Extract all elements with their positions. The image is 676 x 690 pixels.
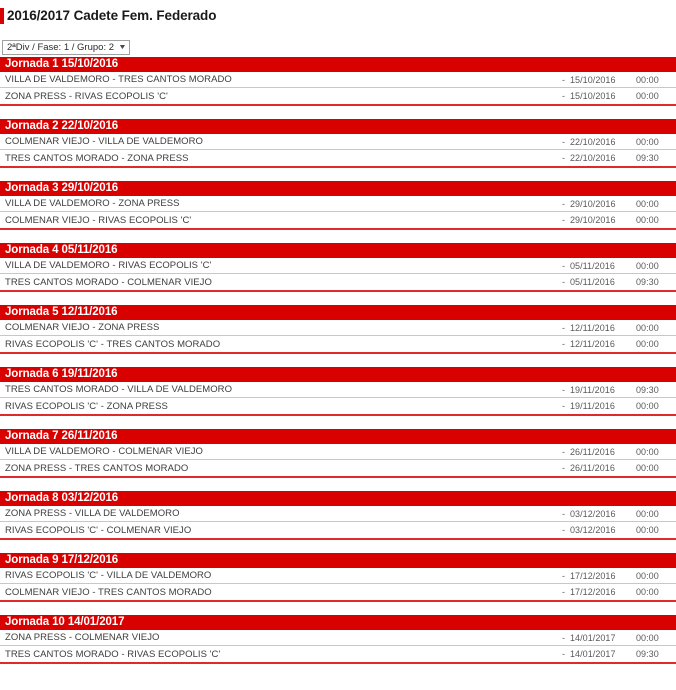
match-row[interactable] <box>0 134 676 150</box>
match-date: 15/10/2016 <box>570 74 616 85</box>
match-row[interactable] <box>0 506 676 522</box>
match-teams: TRES CANTOS MORADO - COLMENAR VIEJO <box>5 276 212 288</box>
jornada-header: Jornada 5 12/11/2016 <box>0 305 676 320</box>
match-meta <box>562 137 672 147</box>
match-time: 09:30 <box>636 153 659 163</box>
match-dash: - <box>561 649 565 659</box>
jornada-header: Jornada 2 22/10/2016 <box>0 119 676 134</box>
match-list <box>0 134 676 168</box>
match-teams: COLMENAR VIEJO - TRES CANTOS MORADO <box>5 586 212 598</box>
match-row[interactable] <box>0 274 676 290</box>
match-date: 14/01/2017 <box>570 632 616 643</box>
match-dash: - <box>561 463 565 473</box>
match-meta <box>562 571 672 581</box>
match-meta <box>562 215 672 225</box>
match-dash: - <box>561 339 565 349</box>
match-dash: - <box>561 74 565 85</box>
match-dash: - <box>561 322 565 333</box>
match-time: 00:00 <box>636 215 659 225</box>
match-row[interactable] <box>0 568 676 584</box>
match-date: 19/11/2016 <box>570 401 615 411</box>
match-time: 00:00 <box>636 463 659 473</box>
match-date: 05/11/2016 <box>570 277 615 287</box>
match-dash: - <box>561 446 565 457</box>
match-row[interactable] <box>0 522 676 538</box>
match-teams: RIVAS ECOPOLIS 'C' - TRES CANTOS MORADO <box>5 338 221 350</box>
match-time: 00:00 <box>636 339 659 349</box>
selector-container <box>2 37 676 55</box>
match-list <box>0 258 676 292</box>
match-row[interactable] <box>0 336 676 352</box>
match-meta <box>562 323 672 333</box>
match-list <box>0 196 676 230</box>
match-time: 09:30 <box>636 384 659 395</box>
match-teams: ZONA PRESS - RIVAS ECOPOLIS 'C' <box>5 90 168 102</box>
match-meta <box>562 199 672 209</box>
chevron-down-icon: ▼ <box>118 44 127 51</box>
match-date: 22/10/2016 <box>570 153 616 163</box>
division-phase-group-select[interactable] <box>2 40 130 55</box>
jornada-block <box>0 305 676 354</box>
match-time: 00:00 <box>636 198 659 209</box>
match-meta <box>562 75 672 85</box>
match-date: 17/12/2016 <box>570 587 616 597</box>
match-meta <box>562 463 672 473</box>
match-time: 00:00 <box>636 401 659 411</box>
match-dash: - <box>561 153 565 163</box>
match-time: 00:00 <box>636 74 659 85</box>
match-date: 05/11/2016 <box>570 260 615 271</box>
match-dash: - <box>561 260 565 271</box>
match-time: 00:00 <box>636 322 659 333</box>
match-date: 19/11/2016 <box>570 384 615 395</box>
page-title-row <box>0 7 676 25</box>
match-time: 00:00 <box>636 91 659 101</box>
match-date: 14/01/2017 <box>570 649 616 659</box>
match-teams: COLMENAR VIEJO - RIVAS ECOPOLIS 'C' <box>5 214 192 226</box>
match-row[interactable] <box>0 646 676 662</box>
jornada-header: Jornada 8 03/12/2016 <box>0 491 676 506</box>
match-list <box>0 506 676 540</box>
match-row[interactable] <box>0 258 676 274</box>
jornada-block <box>0 119 676 168</box>
match-row[interactable] <box>0 320 676 336</box>
match-row[interactable] <box>0 150 676 166</box>
match-row[interactable] <box>0 88 676 104</box>
match-row[interactable] <box>0 212 676 228</box>
match-date: 29/10/2016 <box>570 198 616 209</box>
title-accent-bar <box>0 8 4 24</box>
match-dash: - <box>561 525 565 535</box>
match-date: 29/10/2016 <box>570 215 616 225</box>
match-meta <box>562 447 672 457</box>
match-dash: - <box>561 570 565 581</box>
match-dash: - <box>561 136 565 147</box>
match-time: 00:00 <box>636 260 659 271</box>
jornada-block <box>0 57 676 106</box>
match-teams: RIVAS ECOPOLIS 'C' - COLMENAR VIEJO <box>5 524 192 536</box>
jornada-block <box>0 181 676 230</box>
match-meta <box>562 633 672 643</box>
match-time: 00:00 <box>636 587 659 597</box>
match-meta <box>562 401 672 411</box>
match-time: 09:30 <box>636 649 659 659</box>
match-list <box>0 630 676 664</box>
jornada-block <box>0 429 676 478</box>
jornada-block <box>0 615 676 664</box>
jornada-header: Jornada 3 29/10/2016 <box>0 181 676 196</box>
match-dash: - <box>561 198 565 209</box>
match-time: 00:00 <box>636 446 659 457</box>
match-meta <box>562 277 672 287</box>
match-dash: - <box>561 508 565 519</box>
match-date: 03/12/2016 <box>570 525 616 535</box>
match-row[interactable] <box>0 630 676 646</box>
jornada-block <box>0 491 676 540</box>
match-time: 00:00 <box>636 508 659 519</box>
match-row[interactable] <box>0 382 676 398</box>
jornada-header: Jornada 10 14/01/2017 <box>0 615 676 630</box>
match-time: 00:00 <box>636 632 659 643</box>
match-list <box>0 320 676 354</box>
match-meta <box>562 525 672 535</box>
match-teams: TRES CANTOS MORADO - ZONA PRESS <box>5 152 189 164</box>
match-date: 15/10/2016 <box>570 91 616 101</box>
match-meta <box>562 385 672 395</box>
match-time: 00:00 <box>636 525 659 535</box>
match-teams: ZONA PRESS - VILLA DE VALDEMORO <box>5 508 180 519</box>
match-row[interactable] <box>0 196 676 212</box>
match-dash: - <box>561 91 565 101</box>
match-dash: - <box>561 384 565 395</box>
match-meta <box>562 587 672 597</box>
jornada-header: Jornada 7 26/11/2016 <box>0 429 676 444</box>
match-meta <box>562 649 672 659</box>
match-date: 12/11/2016 <box>570 339 615 349</box>
match-date: 26/11/2016 <box>570 446 615 457</box>
match-teams: RIVAS ECOPOLIS 'C' - VILLA DE VALDEMORO <box>5 570 212 581</box>
match-row[interactable] <box>0 584 676 600</box>
match-date: 22/10/2016 <box>570 136 616 147</box>
match-teams: ZONA PRESS - COLMENAR VIEJO <box>5 632 160 643</box>
match-teams: TRES CANTOS MORADO - VILLA DE VALDEMORO <box>5 384 233 395</box>
match-dash: - <box>561 277 565 287</box>
match-teams: TRES CANTOS MORADO - RIVAS ECOPOLIS 'C' <box>5 648 221 660</box>
match-meta <box>562 509 672 519</box>
match-row[interactable] <box>0 444 676 460</box>
match-time: 00:00 <box>636 136 659 147</box>
match-list <box>0 382 676 416</box>
jornada-block <box>0 367 676 416</box>
match-teams: RIVAS ECOPOLIS 'C' - ZONA PRESS <box>5 400 168 412</box>
match-dash: - <box>561 632 565 643</box>
match-list <box>0 72 676 106</box>
jornada-header: Jornada 1 15/10/2016 <box>0 57 676 72</box>
match-teams: VILLA DE VALDEMORO - COLMENAR VIEJO <box>5 446 203 457</box>
match-row[interactable] <box>0 72 676 88</box>
match-list <box>0 444 676 478</box>
match-list <box>0 568 676 602</box>
match-teams: COLMENAR VIEJO - VILLA DE VALDEMORO <box>5 136 203 147</box>
match-teams: COLMENAR VIEJO - ZONA PRESS <box>5 322 160 333</box>
match-teams: ZONA PRESS - TRES CANTOS MORADO <box>5 462 189 474</box>
jornada-block <box>0 243 676 292</box>
jornada-header: Jornada 4 05/11/2016 <box>0 243 676 258</box>
jornada-header: Jornada 6 19/11/2016 <box>0 367 676 382</box>
division-phase-group-select-value: 2ªDiv / Fase: 1 / Grupo: 2 <box>7 42 115 53</box>
match-meta <box>562 153 672 163</box>
match-row[interactable] <box>0 398 676 414</box>
jornada-block <box>0 553 676 602</box>
match-dash: - <box>561 401 565 411</box>
match-teams: VILLA DE VALDEMORO - ZONA PRESS <box>5 198 180 209</box>
match-date: 26/11/2016 <box>570 463 615 473</box>
match-teams: VILLA DE VALDEMORO - RIVAS ECOPOLIS 'C' <box>5 260 212 271</box>
match-time: 00:00 <box>636 570 659 581</box>
match-meta <box>562 261 672 271</box>
match-date: 17/12/2016 <box>570 570 616 581</box>
match-teams: VILLA DE VALDEMORO - TRES CANTOS MORADO <box>5 74 232 85</box>
page-title: 2016/2017 Cadete Fem. Federado <box>7 8 217 23</box>
jornada-header: Jornada 9 17/12/2016 <box>0 553 676 568</box>
match-time: 09:30 <box>636 277 659 287</box>
match-dash: - <box>561 215 565 225</box>
match-row[interactable] <box>0 460 676 476</box>
jornada-list <box>0 57 676 664</box>
match-meta <box>562 339 672 349</box>
match-dash: - <box>561 587 565 597</box>
match-date: 12/11/2016 <box>570 322 615 333</box>
match-date: 03/12/2016 <box>570 508 616 519</box>
match-meta <box>562 91 672 101</box>
